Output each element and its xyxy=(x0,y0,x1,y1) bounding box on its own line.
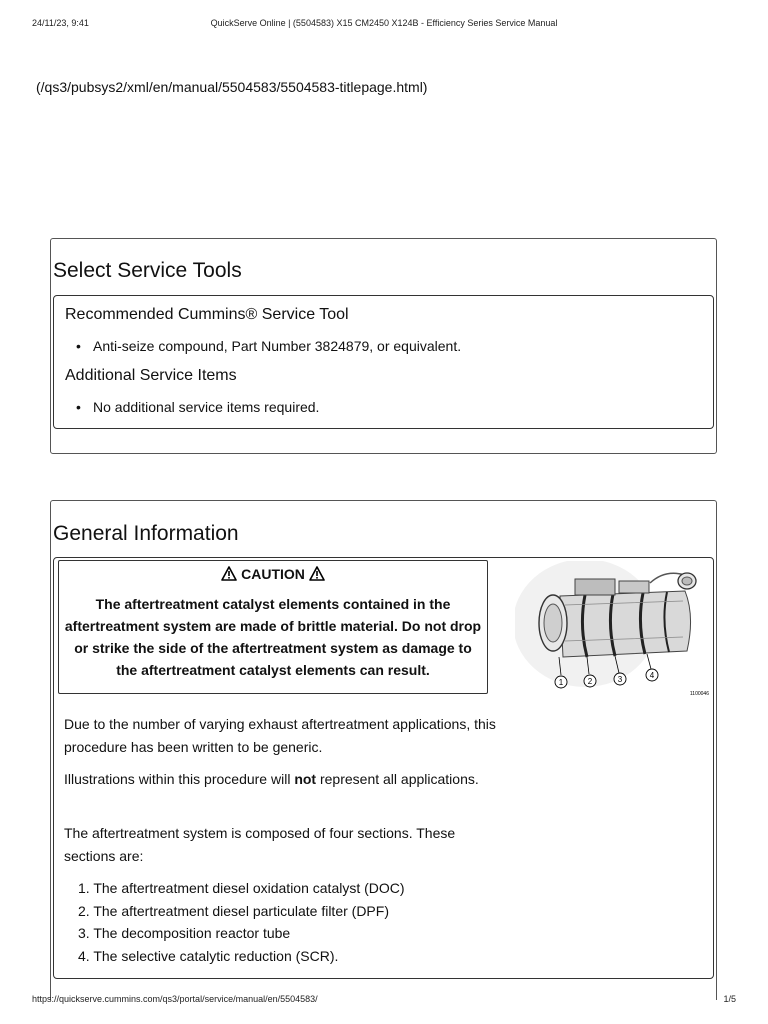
additional-items-heading: Additional Service Items xyxy=(65,367,237,384)
figure-callout-label: 2 xyxy=(587,677,593,686)
para-text: Illustrations within this procedure will xyxy=(64,771,295,787)
general-info-section xyxy=(50,500,717,1000)
figure-callout-label: 1 xyxy=(558,678,564,687)
illustrations-paragraph xyxy=(64,768,504,791)
sections-list xyxy=(78,877,405,967)
additional-item: No additional service items required. xyxy=(93,399,320,415)
service-tools-title: Select Service Tools xyxy=(53,259,242,282)
emphasis-not: not xyxy=(294,771,317,787)
caution-heading xyxy=(59,566,487,582)
warning-icon xyxy=(309,566,325,581)
print-footer xyxy=(32,994,736,1008)
figure-callout-label: 3 xyxy=(617,675,623,684)
print-header xyxy=(32,18,736,32)
service-tools-section xyxy=(50,238,717,454)
section-item: The selective catalytic reduction (SCR). xyxy=(93,947,339,964)
recommended-tool-item: Anti-seize compound, Part Number 3824879, or equivalent. xyxy=(93,338,462,354)
caution-box xyxy=(58,560,488,694)
warning-icon xyxy=(221,566,237,581)
list-item xyxy=(76,338,461,354)
general-info-box xyxy=(53,557,714,979)
list-item: 4. The selective catalytic reduction (SCR). xyxy=(78,947,339,964)
list-item xyxy=(76,399,319,415)
print-datetime: 24/11/23, 9:41 xyxy=(32,18,89,28)
figure-code: 1100046 xyxy=(689,691,709,697)
para-text: represent all applications. xyxy=(316,771,479,787)
print-page-title: QuickServe Online | (5504583) X15 CM2450 X124B - Efficiency Series Service Manual xyxy=(210,18,558,28)
intro-paragraph: Due to the number of varying exhaust aftertreatment applications, this procedure has been written to be generic. xyxy=(64,716,496,755)
service-tools-box xyxy=(53,295,714,429)
sections-paragraph: The aftertreatment system is composed of four sections. These sections are: xyxy=(64,825,456,864)
print-url[interactable]: https://quickserve.cummins.com/qs3/portal/service/manual/en/5504583/ xyxy=(32,994,318,1004)
page-number: 1/5 xyxy=(723,994,736,1004)
titlepage-path-link[interactable]: (/qs3/pubsys2/xml/en/manual/5504583/5504583-titlepage.html) xyxy=(36,79,428,95)
recommended-tool-heading: Recommended Cummins® Service Tool xyxy=(65,306,349,323)
caution-text: The aftertreatment catalyst elements contained in the aftertreatment system are made of brittle material. Do not drop or strike the side of the aftertreatment system as damage to the aftertreatment catalyst elements can result. xyxy=(64,596,482,678)
figure-callout-label: 4 xyxy=(649,671,655,680)
section-item: The aftertreatment diesel oxidation catalyst (DOC) xyxy=(93,880,405,896)
section-item: The decomposition reactor tube xyxy=(93,925,291,941)
list-item: 1. The aftertreatment diesel oxidation catalyst (DOC) xyxy=(78,880,405,896)
general-info-title: General Information xyxy=(53,522,239,545)
caution-label: CAUTION xyxy=(241,566,305,582)
section-item: The aftertreatment diesel particulate filter (DPF) xyxy=(93,902,389,919)
aftertreatment-system-illustration xyxy=(515,561,713,698)
list-item: 3. The decomposition reactor tube xyxy=(78,925,291,941)
list-item: 2. The aftertreatment diesel particulate filter (DPF) xyxy=(78,902,389,919)
